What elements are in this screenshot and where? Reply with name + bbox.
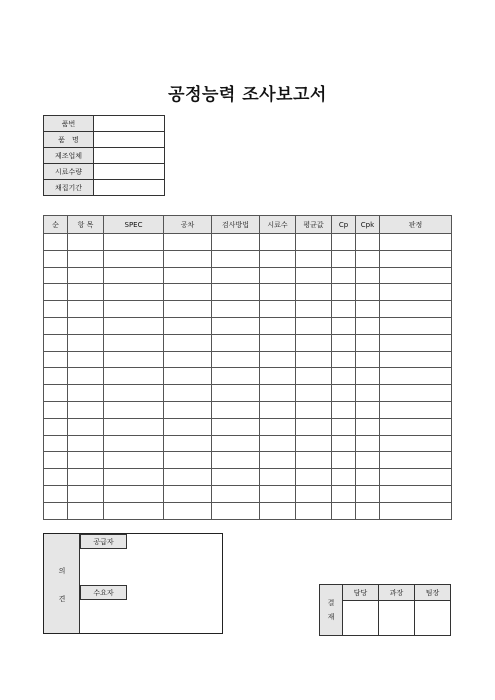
table-cell[interactable] xyxy=(296,435,332,452)
info-value-cell[interactable] xyxy=(94,116,165,132)
opinion-side xyxy=(44,534,80,633)
table-cell[interactable] xyxy=(260,452,296,469)
signature-cell[interactable] xyxy=(343,601,379,636)
approval-side xyxy=(320,585,343,636)
table-cell[interactable] xyxy=(296,234,332,251)
table-cell[interactable] xyxy=(164,284,212,301)
table-cell[interactable] xyxy=(356,435,380,452)
info-label: 품 명 xyxy=(44,132,94,148)
table-cell[interactable] xyxy=(44,418,68,435)
table-cell[interactable] xyxy=(212,267,260,284)
table-cell[interactable] xyxy=(44,301,68,318)
table-cell[interactable] xyxy=(164,234,212,251)
table-row xyxy=(44,469,452,486)
table-cell[interactable] xyxy=(260,334,296,351)
table-cell[interactable] xyxy=(260,385,296,402)
table-cell[interactable] xyxy=(44,234,68,251)
approval-role-team-leader: 팀장 xyxy=(415,585,451,601)
table-cell[interactable] xyxy=(332,234,356,251)
table-cell[interactable] xyxy=(332,385,356,402)
table-cell[interactable] xyxy=(332,368,356,385)
info-row xyxy=(44,164,165,180)
table-cell[interactable] xyxy=(332,401,356,418)
approval-role-manager: 과장 xyxy=(379,585,415,601)
table-cell[interactable] xyxy=(164,469,212,486)
table-cell[interactable] xyxy=(104,502,164,519)
table-row xyxy=(44,317,452,334)
header-average: 평균값 xyxy=(296,216,332,234)
info-value-cell[interactable] xyxy=(94,164,165,180)
table-cell[interactable] xyxy=(44,469,68,486)
header-method: 검사방법 xyxy=(212,216,260,234)
table-cell[interactable] xyxy=(332,301,356,318)
approval-char: 결 xyxy=(327,599,335,607)
table-cell[interactable] xyxy=(296,334,332,351)
table-cell[interactable] xyxy=(212,485,260,502)
header-tolerance: 공차 xyxy=(164,216,212,234)
info-label: 채집기간 xyxy=(44,180,94,196)
table-cell[interactable] xyxy=(212,234,260,251)
table-cell[interactable] xyxy=(164,385,212,402)
table-body xyxy=(44,234,452,520)
table-row xyxy=(44,368,452,385)
table-cell[interactable] xyxy=(296,368,332,385)
table-cell[interactable] xyxy=(260,502,296,519)
table-cell[interactable] xyxy=(332,351,356,368)
table-cell[interactable] xyxy=(164,250,212,267)
table-cell[interactable] xyxy=(332,317,356,334)
table-cell[interactable] xyxy=(380,250,452,267)
header-seq: 순 xyxy=(44,216,68,234)
table-cell[interactable] xyxy=(332,418,356,435)
table-cell[interactable] xyxy=(332,485,356,502)
table-cell[interactable] xyxy=(356,368,380,385)
table-cell[interactable] xyxy=(68,368,104,385)
table-row xyxy=(44,250,452,267)
table-cell[interactable] xyxy=(68,469,104,486)
table-cell[interactable] xyxy=(296,469,332,486)
table-cell[interactable] xyxy=(260,368,296,385)
table-cell[interactable] xyxy=(260,234,296,251)
table-cell[interactable] xyxy=(104,452,164,469)
table-cell[interactable] xyxy=(260,469,296,486)
table-cell[interactable] xyxy=(104,234,164,251)
table-cell[interactable] xyxy=(164,317,212,334)
table-cell[interactable] xyxy=(164,502,212,519)
table-cell[interactable] xyxy=(212,284,260,301)
table-cell[interactable] xyxy=(68,234,104,251)
table-cell[interactable] xyxy=(44,485,68,502)
table-cell[interactable] xyxy=(296,250,332,267)
signature-cell[interactable] xyxy=(415,601,451,636)
table-cell[interactable] xyxy=(104,485,164,502)
header-item: 항 목 xyxy=(68,216,104,234)
table-cell[interactable] xyxy=(296,418,332,435)
table-cell[interactable] xyxy=(212,385,260,402)
table-cell[interactable] xyxy=(296,301,332,318)
opinion-box xyxy=(43,533,223,634)
table-cell[interactable] xyxy=(260,435,296,452)
table-cell[interactable] xyxy=(104,267,164,284)
table-cell[interactable] xyxy=(296,351,332,368)
table-row xyxy=(44,452,452,469)
table-cell[interactable] xyxy=(44,317,68,334)
table-cell[interactable] xyxy=(212,401,260,418)
inspection-table xyxy=(43,215,452,520)
table-cell[interactable] xyxy=(212,435,260,452)
table-cell[interactable] xyxy=(260,267,296,284)
table-cell[interactable] xyxy=(260,317,296,334)
table-row xyxy=(44,385,452,402)
table-cell[interactable] xyxy=(332,435,356,452)
table-cell[interactable] xyxy=(164,485,212,502)
table-cell[interactable] xyxy=(380,267,452,284)
table-cell[interactable] xyxy=(44,502,68,519)
table-cell[interactable] xyxy=(68,317,104,334)
table-cell[interactable] xyxy=(212,334,260,351)
table-cell[interactable] xyxy=(68,334,104,351)
table-cell[interactable] xyxy=(212,351,260,368)
table-cell[interactable] xyxy=(356,401,380,418)
table-cell[interactable] xyxy=(380,452,452,469)
table-cell[interactable] xyxy=(380,418,452,435)
table-cell[interactable] xyxy=(212,452,260,469)
signature-cell[interactable] xyxy=(379,601,415,636)
approval-role-staff: 담당 xyxy=(343,585,379,601)
table-cell[interactable] xyxy=(68,351,104,368)
table-cell[interactable] xyxy=(104,317,164,334)
table-cell[interactable] xyxy=(356,418,380,435)
info-label: 제조업체 xyxy=(44,148,94,164)
table-row xyxy=(44,301,452,318)
table-cell[interactable] xyxy=(44,452,68,469)
table-cell[interactable] xyxy=(212,418,260,435)
table-cell[interactable] xyxy=(356,317,380,334)
table-row xyxy=(44,502,452,519)
table-cell[interactable] xyxy=(380,368,452,385)
table-cell[interactable] xyxy=(68,418,104,435)
info-value-cell[interactable] xyxy=(94,180,165,196)
table-header-row xyxy=(44,216,452,234)
table-cell[interactable] xyxy=(212,368,260,385)
table-row xyxy=(44,401,452,418)
table-cell[interactable] xyxy=(212,469,260,486)
table-cell[interactable] xyxy=(104,385,164,402)
table-row xyxy=(44,351,452,368)
table-cell[interactable] xyxy=(260,418,296,435)
table-cell[interactable] xyxy=(380,435,452,452)
table-cell[interactable] xyxy=(104,418,164,435)
table-cell[interactable] xyxy=(68,485,104,502)
approval-table xyxy=(319,584,451,636)
table-cell[interactable] xyxy=(380,234,452,251)
table-cell[interactable] xyxy=(380,401,452,418)
table-row xyxy=(44,485,452,502)
table-cell[interactable] xyxy=(104,334,164,351)
table-cell[interactable] xyxy=(44,351,68,368)
table-row xyxy=(44,334,452,351)
table-cell[interactable] xyxy=(212,301,260,318)
table-cell[interactable] xyxy=(164,334,212,351)
info-row xyxy=(44,116,165,132)
info-row xyxy=(44,180,165,196)
table-cell[interactable] xyxy=(380,351,452,368)
table-cell[interactable] xyxy=(44,334,68,351)
info-label: 시료수량 xyxy=(44,164,94,180)
table-row xyxy=(44,267,452,284)
table-cell[interactable] xyxy=(380,317,452,334)
info-value-cell[interactable] xyxy=(94,132,165,148)
table-cell[interactable] xyxy=(380,385,452,402)
table-cell[interactable] xyxy=(212,502,260,519)
table-cell[interactable] xyxy=(260,250,296,267)
table-cell[interactable] xyxy=(356,469,380,486)
table-cell[interactable] xyxy=(68,301,104,318)
customer-label: 수요자 xyxy=(80,585,127,600)
opinion-char: 견 xyxy=(58,595,66,603)
header-sample-count: 시료수 xyxy=(260,216,296,234)
table-cell[interactable] xyxy=(260,351,296,368)
table-row xyxy=(44,435,452,452)
table-cell[interactable] xyxy=(68,401,104,418)
table-cell[interactable] xyxy=(44,401,68,418)
table-cell[interactable] xyxy=(104,469,164,486)
table-cell[interactable] xyxy=(332,452,356,469)
table-cell[interactable] xyxy=(296,385,332,402)
table-cell[interactable] xyxy=(44,368,68,385)
table-cell[interactable] xyxy=(164,435,212,452)
table-cell[interactable] xyxy=(356,334,380,351)
table-cell[interactable] xyxy=(164,368,212,385)
info-table xyxy=(43,115,165,196)
table-cell[interactable] xyxy=(212,250,260,267)
table-cell[interactable] xyxy=(104,301,164,318)
table-cell[interactable] xyxy=(356,452,380,469)
table-cell[interactable] xyxy=(260,301,296,318)
header-judgement: 판정 xyxy=(380,216,452,234)
approval-header-row xyxy=(320,585,451,601)
table-cell[interactable] xyxy=(68,284,104,301)
approval-char: 재 xyxy=(327,613,335,621)
table-cell[interactable] xyxy=(356,351,380,368)
table-cell[interactable] xyxy=(332,502,356,519)
header-cp: Cp xyxy=(332,216,356,234)
table-cell[interactable] xyxy=(356,385,380,402)
table-cell[interactable] xyxy=(356,485,380,502)
table-cell[interactable] xyxy=(260,485,296,502)
table-cell[interactable] xyxy=(380,334,452,351)
table-cell[interactable] xyxy=(104,368,164,385)
table-cell[interactable] xyxy=(296,401,332,418)
table-cell[interactable] xyxy=(164,301,212,318)
table-cell[interactable] xyxy=(164,452,212,469)
table-cell[interactable] xyxy=(332,267,356,284)
table-cell[interactable] xyxy=(164,351,212,368)
table-cell[interactable] xyxy=(44,284,68,301)
table-cell[interactable] xyxy=(164,418,212,435)
table-cell[interactable] xyxy=(356,250,380,267)
table-cell[interactable] xyxy=(296,452,332,469)
table-cell[interactable] xyxy=(104,250,164,267)
info-row xyxy=(44,148,165,164)
table-cell[interactable] xyxy=(332,469,356,486)
table-cell[interactable] xyxy=(68,250,104,267)
table-cell[interactable] xyxy=(356,234,380,251)
table-cell[interactable] xyxy=(380,284,452,301)
table-cell[interactable] xyxy=(260,284,296,301)
table-cell[interactable] xyxy=(356,267,380,284)
table-cell[interactable] xyxy=(260,401,296,418)
table-cell[interactable] xyxy=(332,284,356,301)
document-title: 공정능력 조사보고서 xyxy=(168,85,327,105)
table-cell[interactable] xyxy=(164,401,212,418)
table-cell[interactable] xyxy=(44,435,68,452)
table-cell[interactable] xyxy=(44,250,68,267)
table-cell[interactable] xyxy=(104,351,164,368)
header-spec: SPEC xyxy=(104,216,164,234)
table-cell[interactable] xyxy=(68,502,104,519)
table-cell[interactable] xyxy=(104,435,164,452)
table-row xyxy=(44,284,452,301)
table-cell[interactable] xyxy=(68,385,104,402)
table-cell[interactable] xyxy=(68,267,104,284)
table-row xyxy=(44,418,452,435)
info-row xyxy=(44,132,165,148)
table-cell[interactable] xyxy=(296,502,332,519)
table-cell[interactable] xyxy=(68,452,104,469)
table-cell[interactable] xyxy=(296,284,332,301)
supplier-label: 공급자 xyxy=(80,534,127,549)
table-cell[interactable] xyxy=(296,267,332,284)
table-cell[interactable] xyxy=(296,317,332,334)
table-cell[interactable] xyxy=(356,301,380,318)
table-cell[interactable] xyxy=(44,385,68,402)
info-value-cell[interactable] xyxy=(94,148,165,164)
table-cell[interactable] xyxy=(380,469,452,486)
header-cpk: Cpk xyxy=(356,216,380,234)
table-cell[interactable] xyxy=(332,250,356,267)
opinion-char: 의 xyxy=(58,567,66,575)
customer-opinion-area[interactable] xyxy=(128,601,220,633)
table-cell[interactable] xyxy=(44,267,68,284)
table-cell[interactable] xyxy=(380,485,452,502)
table-cell[interactable] xyxy=(104,401,164,418)
table-cell[interactable] xyxy=(356,284,380,301)
supplier-opinion-area[interactable] xyxy=(128,550,220,582)
table-cell[interactable] xyxy=(104,284,164,301)
table-cell[interactable] xyxy=(332,334,356,351)
info-label: 품번 xyxy=(44,116,94,132)
table-cell[interactable] xyxy=(212,317,260,334)
table-cell[interactable] xyxy=(68,435,104,452)
table-row xyxy=(44,234,452,251)
table-cell[interactable] xyxy=(164,267,212,284)
table-cell[interactable] xyxy=(296,485,332,502)
table-cell[interactable] xyxy=(380,502,452,519)
table-cell[interactable] xyxy=(356,502,380,519)
table-cell[interactable] xyxy=(380,301,452,318)
